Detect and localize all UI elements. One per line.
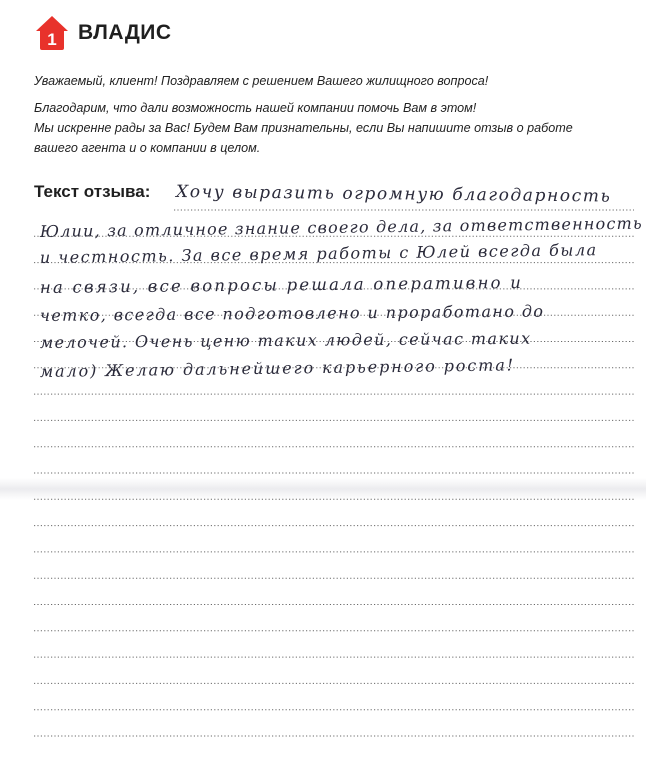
handwritten-line: мелочей. Очень ценю таких людей, сейчас таких bbox=[39, 328, 532, 352]
handwritten-line: Хочу выразить огромную благодарность bbox=[176, 182, 612, 207]
logo-digit: 1 bbox=[47, 30, 57, 49]
handwritten-line: и честность. За все время работы с Юлей всегда была bbox=[39, 240, 598, 267]
handwritten-line: мало) Желаю дальнейшего карьерного роста! bbox=[39, 355, 516, 381]
intro-line: вашего агента и о компании в целом. bbox=[34, 141, 261, 155]
intro-line: Благодарим, что дали возможность нашей компании помочь Вам в этом! bbox=[34, 101, 477, 115]
handwritten-line: на связи, все вопросы решала оперативно и bbox=[39, 272, 524, 297]
logo-wordmark: ВЛАДИС bbox=[78, 21, 172, 44]
review-label: Текст отзыва: bbox=[34, 182, 151, 201]
ruled-lines bbox=[34, 0, 634, 768]
handwritten-line: Юлии, за отличное знание своего дела, за ответственность bbox=[39, 213, 644, 241]
intro-line: Мы искренне рады за Вас! Будем Вам признательны, если Вы напишите отзыв о работе bbox=[34, 121, 573, 135]
handwritten-line: четко, всегда все подготовлено и проработано до bbox=[39, 301, 545, 325]
greeting-text: Уважаемый, клиент! Поздравляем с решением Вашего жилищного вопроса! bbox=[34, 74, 489, 88]
